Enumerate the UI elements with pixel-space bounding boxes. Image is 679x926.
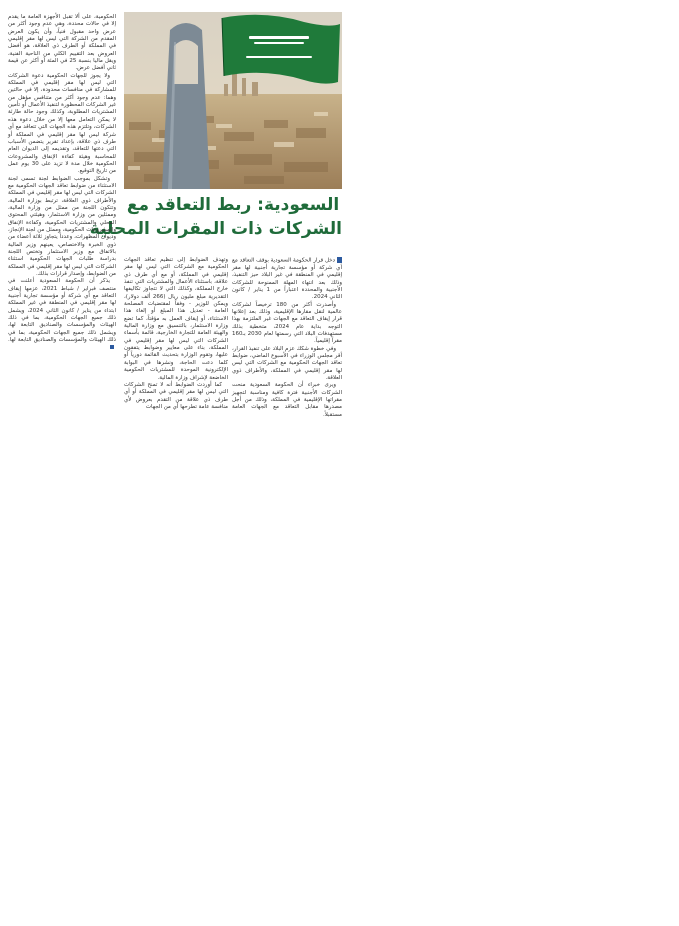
paragraph: وتشكل بموجب الضوابط لجنة تسمى لجنة الاستثناء من ضوابط تعاقد الجهات الحكومية مع الشركات التي ليس لها مقر إقليمي في المملكة والأطراف ذوي العلاقة، ترتبط بوزارة المالية، وتتكون اللجنة من ممثل من وزارة المالية، وممثلين من وزارة الاستثمار، وهيئتي المحتوى المحلي والمشتريات الحكومية، وكفاءة الإنفاق والمشروعات الحكومية، وممثل من لجنة الإنجاز، وديوان المظهرات، وعدداً يتجاوز ثلاثة أعضاء من ذوي الخبرة والاختصاص، يعينهم وزير المالية بالاتفاق مع وزير الاستثمار وتختص اللجنة بدراسة طلبات الجهات الحكومية استثناء الشركات التي ليس لها مقر إقليمي في المملكة من الضوابط، وإصدار قرارات بذلك. [8,175,116,278]
article-headline [89,193,342,241]
paragraph: يذكر أن الحكومة السعودية أعلنت في منتصف فبراير / شباط 2021، عزمها إيقاف التعاقد مع أي شركة أو مؤسسة تجارية أجنبية لها مقر إقليمي في المنطقة في غير المملكة ابتداء من يناير / كانون الثاني 2024، ويشمل ذلك جميع الجهات الحكومية، بما في ذلك الهيئات والمؤسسات والصناديق التابعة لها، ويشمل ذلك جميع الجهات الحكومية، بما في ذلك الهيئات والمؤسسات والصناديق التابعة لها. [8,278,116,351]
article-photo [124,12,342,189]
paragraph: ولا يجوز للجهات الحكومية دعوة الشركات التي ليس لها مقر إقليمي في المملكة للمشاركة في منافسات محدودة، إلا في حالتين وهما: عدم وجود أكثر من متنافس مؤهل من غير الشركات المحظورة لتنفيذ الأعمال أو تأمين المشتريات المطلوبة، وكذلك وجود حالة طارئة لا يمكن التعامل معها إلا من خلال دعوة هذه الشركات، وتلتزم هذه الجهات التي تتعاقد مع أي شركة ليس لها مقر إقليمي في المملكة أو طرف ذي علاقة، بإعداد تقرير يتضمن الأسباب التي دعتها للتعاقد، وتقديمه إلى الديوان العام للمحاسبة وهيئة كفاءة الإنفاق والمشروعات الحكومية خلال مدة لا تزيد على 30 يوم عمل من تاريخ التوقيع. [8,72,116,175]
headline-line-2: الشركات ذات المقرات المحلية [89,219,342,239]
article-column-2 [124,257,228,457]
article-column-1 [232,257,342,457]
paragraph: وفي خطوة شكك عزم البلاد على تنفيذ القرار، أقر مجلس الوزراء في الأسبوع الماضي، ضوابط تعاقد الجهات الحكومية مع الشركات التي ليس لها مقر إقليمي في المملكة، والأطراف ذوي العلاقة. [232,345,342,381]
paragraph: ويرى خبراء أن الحكومة السعودية منحت الشركات الأجنبية فترة كافية ومناسبة لتجهيز مقراتها الإقليمية في المملكة، وذلك من أجل مصدرها مقابل التعاقد مع الجهات العامة مستقبلاً. [232,382,342,418]
paragraph: الحكومية، على ألا تقبل الأجهزة العامة ما يقدم إلا في حالات محددة، وهي عدم وجود أكثر من عرض واحد مقبول فنياً، وأن يكون العرض المقدم من الشركة التي ليس لها مقر إقليمي في المملكة أو الطرف ذي العلاقة، هو أفضل العروض بعد التقييم الكلي من الناحية الفنية، ويقل ماليا بنسبة 25 في المئة أو أكثر عن قيمة ثاني أفضل عرض. [8,14,116,72]
paragraph: وتهدف الضوابط إلى تنظيم تعاقد الجهات الحكومية مع الشركات التي ليس لها مقر إقليمي في المملكة، أو مع أي طرف ذي علاقة، باستثناء الأعمال والمشتريات التي تنفذ خارج المملكة، وكذلك التي لا تتجاوز تكاليفها التقديرية مبلغ مليون ريال (266 ألف دولار)، ويمكن للوزير - وفقاً لمقتضيات المصلحة العامة - تعديل هذا المبلغ أو إلغاء هذا الاستثناء، أو إيقاف العمل به مؤقتاً، كما تضع وزارة الاستثمار، بالتنسيق مع وزارة المالية والهيئة العامة للتجارة الخارجية، قائمة بأسماء الشركات التي ليس لها مقر إقليمي في المملكة، بناء على معايير وضوابط يتفقون عليها، وتقوم الوزارة بتحديث القائمة دورياً أو كلما دعت الحاجة، ونشرها في البوابة الإلكترونية الموحدة للمشتريات الحكومية الخاضعة لإشراف وزارة المالية. [124,257,228,381]
riyadh-skyline-with-flag-image [124,12,342,189]
paragraph: دخل قرار الحكومة السعودية بوقف التعاقد مع أي شركة أو مؤسسة تجارية أجنبية لها مقر إقليمي في المنطقة في غير البلاد حيز التنفيذ، وذلك بعد انتهاء المهلة الممنوحة للشركات الأجنبية والمحددة اعتباراً من 1 يناير / كانون الثاني 2024. [232,257,342,301]
paragraph: وأصدرت أكثر من 180 ترخيصاً لشركات عالمية لنقل مقارها الإقليمية، وذلك بعد إعلانها قرار إيقاف التعاقد مع الجهات غير الملتزمة بهذا التوجه بداية عام 2024، متخطية بذلك مستهدفات البلاد التي رسمتها لعام 2030 بـ160 مقراً إقليمياً. [232,301,343,345]
headline-line-1: السعودية: ربط التعاقد مع [126,195,340,215]
end-marker-icon [110,345,114,349]
start-marker-icon [337,257,342,263]
paragraph: كما أوردت الضوابط أنه لا تمنح الشركات التي ليس لها مقر إقليمي في المملكة أو أي طرف ذي علاقة من التقدم بعروض لأي منافسة عامة تطرحها أي من الجهات [124,381,228,410]
article-column-3 [8,14,116,484]
